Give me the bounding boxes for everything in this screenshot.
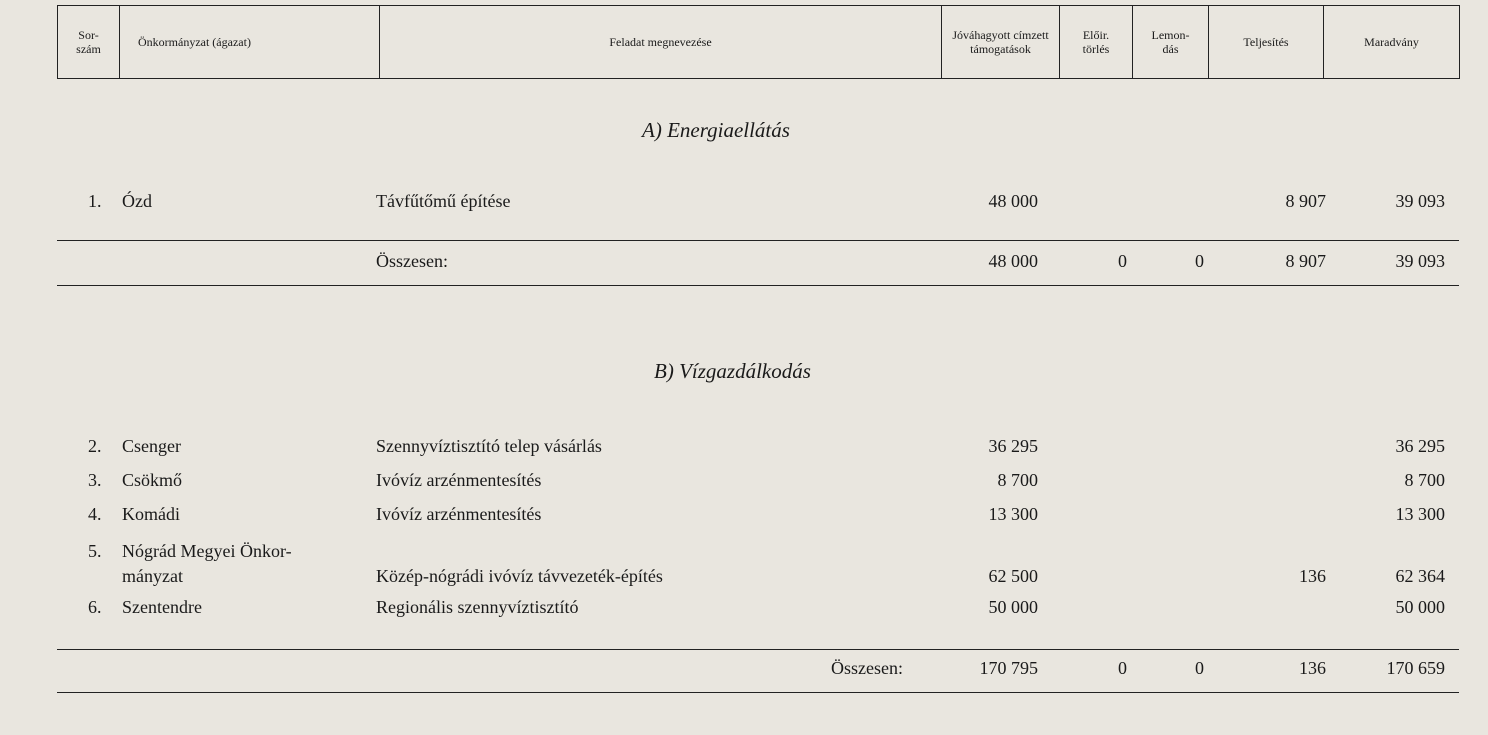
row-onkormanyzat: Csökmő [122,470,183,490]
row-jovahagyott: 48 000 [988,191,1038,211]
row-feladat: Regionális szennyvíztisztító [376,597,579,617]
total-jovahagyott: 170 795 [979,658,1038,678]
total-lemondas: 0 [1195,658,1204,678]
row-maradvany: 39 093 [1395,191,1445,211]
row-number: 1. [88,191,102,211]
row-feladat: Távfűtőmű építése [376,191,511,211]
divider [57,285,1459,286]
row-feladat: Ivóvíz arzénmentesítés [376,504,542,524]
row-maradvany: 50 000 [1395,597,1445,617]
total-eloir-torles: 0 [1118,658,1127,678]
row-jovahagyott: 36 295 [988,436,1038,456]
header-teljesites: Teljesítés [1209,6,1324,79]
header-onkormanyzat: Önkormányzat (ágazat) [120,6,380,79]
divider [57,649,1459,650]
section-title-vizgazdalkodas: B) Vízgazdálkodás [654,359,811,383]
total-label: Összesen: [376,251,448,271]
row-onkormanyzat: Komádi [122,504,180,524]
total-lemondas: 0 [1195,251,1204,271]
total-maradvany: 170 659 [1386,658,1445,678]
row-maradvany: 36 295 [1395,436,1445,456]
row-onkormanyzat: Nógrád Megyei Önkor- [122,541,292,561]
header-jovahagyott: Jóváhagyott címzett támogatások [942,6,1060,79]
total-jovahagyott: 48 000 [988,251,1038,271]
total-teljesites: 8 907 [1285,251,1326,271]
table-header [57,5,1460,79]
total-eloir-torles: 0 [1118,251,1127,271]
row-feladat: Szennyvíztisztító telep vásárlás [376,436,602,456]
row-jovahagyott: 50 000 [988,597,1038,617]
row-maradvany: 13 300 [1395,504,1445,524]
row-onkormanyzat: Ózd [122,191,152,211]
row-onkormanyzat: Csenger [122,436,181,456]
total-maradvany: 39 093 [1395,251,1445,271]
row-jovahagyott: 62 500 [988,566,1038,586]
row-feladat: Ivóvíz arzénmentesítés [376,470,542,490]
header-sorszam: Sor- szám [58,6,120,79]
header-eloir-torles: Előir. törlés [1060,6,1133,79]
divider [57,692,1459,693]
row-number: 3. [88,470,102,490]
row-teljesites: 136 [1299,566,1326,586]
row-number: 2. [88,436,102,456]
row-onkormanyzat-cont: mányzat [122,566,183,586]
total-label: Összesen: [831,658,903,678]
total-teljesites: 136 [1299,658,1326,678]
row-number: 4. [88,504,102,524]
row-maradvany: 8 700 [1404,470,1445,490]
row-jovahagyott: 13 300 [988,504,1038,524]
divider [57,240,1459,241]
header-maradvany: Maradvány [1324,6,1460,79]
header-lemondas: Lemon- dás [1133,6,1209,79]
header-feladat: Feladat megnevezése [380,6,942,79]
row-feladat: Közép-nógrádi ivóvíz távvezeték-építés [376,566,663,586]
row-maradvany: 62 364 [1395,566,1445,586]
row-jovahagyott: 8 700 [997,470,1038,490]
row-onkormanyzat: Szentendre [122,597,202,617]
row-number: 6. [88,597,102,617]
row-number: 5. [88,541,102,561]
row-teljesites: 8 907 [1285,191,1326,211]
section-title-energia: A) Energiaellátás [642,118,790,142]
